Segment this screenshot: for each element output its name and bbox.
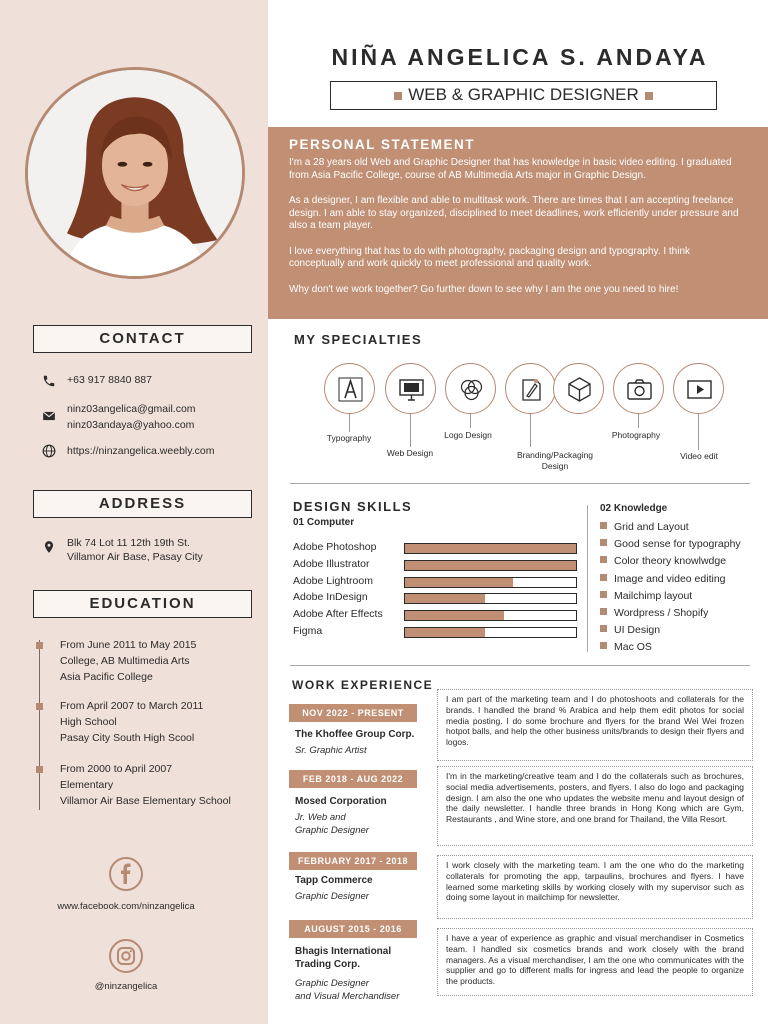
contact-email-yahoo[interactable]: ninz03andaya@yahoo.com — [67, 419, 195, 431]
skill-bar-fill — [405, 628, 485, 637]
skill-bar-fill — [405, 578, 513, 587]
skill-bar — [404, 577, 577, 588]
design-skills-heading: DESIGN SKILLS — [293, 499, 413, 514]
knowledge-item — [600, 538, 741, 550]
personal-statement — [268, 127, 768, 319]
connector-line — [470, 414, 471, 428]
statement-heading: PERSONAL STATEMENT — [289, 137, 476, 152]
email-icon — [42, 409, 56, 423]
job-date-badge: AUGUST 2015 - 2016 — [289, 920, 417, 938]
knowledge-label: Color theory knowlwdge — [614, 555, 727, 568]
skill-bar-fill — [405, 611, 504, 620]
timeline-marker — [36, 642, 43, 649]
vertical-divider — [587, 505, 588, 652]
timeline-marker — [36, 766, 43, 773]
education-period: From 2000 to April 2007 — [60, 763, 173, 775]
divider — [290, 665, 750, 666]
job-role: Graphic Designer — [295, 891, 369, 902]
branding-icon — [505, 363, 556, 414]
job-role: Graphic Designer — [295, 825, 369, 836]
specialty-label-web-design: Web Design — [386, 448, 434, 458]
job-company: Mosed Corporation — [295, 796, 387, 807]
knowledge-label: Image and video editing — [614, 572, 726, 585]
skill-bar — [404, 627, 577, 638]
contact-email-gmail[interactable]: ninz03angelica@gmail.com — [67, 403, 196, 415]
job-role: Graphic Designer — [295, 978, 369, 989]
education-period: From June 2011 to May 2015 — [60, 639, 197, 651]
bullet-square — [600, 556, 607, 563]
knowledge-item — [600, 641, 652, 653]
education-school: Asia Pacific College — [60, 671, 153, 683]
job-company-line-2: Trading Corp. — [295, 959, 360, 970]
bullet-square — [600, 608, 607, 615]
skill-bar-fill — [405, 544, 576, 553]
bullet-square — [600, 539, 607, 546]
bullet-square — [600, 625, 607, 632]
job-date-badge: FEBRUARY 2017 - 2018 — [289, 852, 417, 870]
knowledge-item — [600, 555, 726, 567]
skill-bar — [404, 593, 577, 604]
job-description: I work closely with the marketing team. I am the one who do the marketing collaterals for promoting the app, tarpaulins, brochures and flyers. I have learned some marketing skills by working closely with my supervisor such as doing some layout in mailchimp for newsletter. — [437, 855, 753, 919]
job-description: I am part of the marketing team and I do photoshoots and collaterals for the brands. I handled the brand % Arabica and help them edit photos for social media posting. I do some brochure and flyers for the brand Wei Wei frozen hotpot balls, and help the other business units/brands to design their flyers and logos. — [437, 689, 753, 761]
skill-name: Adobe Illustrator — [293, 557, 370, 570]
skill-bar — [404, 560, 577, 571]
contact-heading: CONTACT — [33, 325, 252, 353]
cube-icon — [553, 363, 604, 414]
education-degree: College, AB Multimedia Arts — [60, 655, 190, 667]
knowledge-label: Mac OS — [614, 641, 652, 654]
knowledge-item — [600, 573, 726, 585]
job-description: I'm in the marketing/creative team and I do the collaterals such as brochures, social media advertisements, posters, and flyers. I also do logo and packaging design. I am also the one who updates the website menu and layout design of the daily newsletter. I handle three brands in Hong Kong which are Gym, Restaurants , and Wine store, and one brand for Thailand, the Villa Resort. — [437, 766, 753, 846]
contact-website[interactable]: https://ninzangelica.weebly.com — [67, 445, 215, 457]
knowledge-label: Good sense for typography — [614, 538, 741, 551]
title-square-left — [394, 92, 402, 100]
knowledge-label: Grid and Layout — [614, 521, 689, 533]
statement-paragraph: As a designer, I am flexible and able to multitask work. There are times that I am accepting freelance design. I am able to stay organized, disciplined to meet deadlines, work efficiently under pressure and also a team player. — [289, 195, 739, 231]
video-icon — [673, 363, 724, 414]
job-date-badge: NOV 2022 - PRESENT — [289, 704, 417, 722]
monitor-icon — [385, 363, 436, 414]
job-company: Bhagis International — [295, 946, 392, 957]
portrait-illustration — [28, 70, 242, 276]
address-line-2: Villamor Air Base, Pasay City — [67, 551, 203, 563]
connector-line — [698, 414, 699, 450]
address-line-1: Blk 74 Lot 11 12th 19th St. — [67, 537, 190, 549]
job-role: and Visual Merchandiser — [295, 991, 400, 1002]
work-experience-heading: WORK EXPERIENCE — [292, 678, 434, 692]
bullet-square — [600, 574, 607, 581]
phone-icon — [42, 374, 56, 388]
instagram-icon[interactable] — [109, 939, 143, 973]
job-role: Sr. Graphic Artist — [295, 745, 367, 756]
instagram-handle[interactable]: @ninzangelica — [94, 981, 158, 992]
statement-paragraph: I'm a 28 years old Web and Graphic Designer that has knowledge in basic video editing. I graduated from Asia Pacific College, course of AB Multimedia Arts major in Graphic Design. — [289, 157, 732, 181]
timeline-marker — [36, 703, 43, 710]
knowledge-label: Mailchimp layout — [614, 589, 693, 602]
job-company: Tapp Commerce — [295, 875, 373, 886]
candidate-name: NIÑA ANGELICA S. ANDAYA — [331, 44, 709, 70]
knowledge-label: UI Design — [614, 624, 661, 637]
connector-line — [410, 414, 411, 447]
job-title-box — [330, 81, 717, 110]
statement-paragraph: Why don't we work together? Go further down to see why I am the one you need to hire! — [289, 283, 679, 295]
profile-photo — [25, 67, 245, 279]
skill-name: Adobe Lightroom — [293, 574, 373, 587]
knowledge-item — [600, 521, 689, 533]
logo-circles-icon — [445, 363, 496, 414]
camera-icon — [613, 363, 664, 414]
bullet-square — [600, 522, 607, 529]
statement-paragraph: I love everything that has to do with photography, packaging design and typography. I think conceptually and work quickly to meet professional and quality work. — [289, 245, 691, 269]
connector-line — [349, 414, 350, 432]
knowledge-item — [600, 624, 660, 636]
skill-name: Adobe Photoshop — [293, 541, 377, 553]
skill-name: Adobe InDesign — [293, 591, 368, 604]
connector-line — [530, 414, 531, 447]
skill-name: Figma — [293, 625, 323, 637]
skill-name: Adobe After Effects — [293, 608, 383, 621]
job-date-badge: FEB 2018 - AUG 2022 — [289, 770, 417, 788]
title-square-right — [645, 92, 653, 100]
specialty-label-video-edit: Video edit — [680, 451, 718, 461]
job-title: WEB & GRAPHIC DESIGNER — [408, 85, 639, 104]
typography-icon — [324, 363, 375, 414]
contact-phone[interactable]: +63 917 8840 887 — [67, 374, 152, 386]
bullet-square — [600, 591, 607, 598]
location-pin-icon — [42, 540, 56, 554]
knowledge-heading: 02 Knowledge — [600, 503, 668, 514]
divider — [290, 483, 750, 484]
education-period: From April 2007 to March 2011 — [60, 700, 204, 712]
facebook-icon[interactable] — [109, 857, 143, 891]
education-degree: Elementary — [60, 779, 114, 791]
skill-bar-fill — [405, 561, 576, 570]
bullet-square — [600, 642, 607, 649]
job-description: I have a year of experience as graphic and visual merchandiser in Cosmetics team. I handled six cosmetics brands and work closely with the brand managers. As a visual merchandiser, I am the one who communicates with the supplier and go to different malls for ingress and lead the people to organize the products. — [437, 928, 753, 996]
education-degree: High School — [60, 716, 117, 728]
facebook-url[interactable]: www.facebook.com/ninzangelica — [57, 901, 195, 912]
education-school: Pasay City South High Scool — [60, 732, 195, 744]
specialties-heading: MY SPECIALTIES — [294, 332, 423, 347]
knowledge-label: Wordpress / Shopify — [614, 607, 709, 619]
globe-icon — [42, 444, 56, 458]
education-school: Villamor Air Base Elementary School — [60, 795, 231, 807]
knowledge-item — [600, 607, 708, 619]
education-timeline — [39, 640, 40, 810]
specialty-label-logo-design: Logo Design — [444, 430, 492, 440]
job-company: The Khoffee Group Corp. — [295, 729, 415, 740]
specialty-label-branding: Branding/Packaging Design — [516, 450, 594, 471]
education-heading: EDUCATION — [33, 590, 252, 618]
job-role: Jr. Web and — [295, 812, 346, 823]
address-heading: ADDRESS — [33, 490, 252, 518]
skill-bar-fill — [405, 594, 485, 603]
specialty-label-typography: Typography — [326, 433, 372, 443]
skill-bar — [404, 610, 577, 621]
computer-skills-heading: 01 Computer — [293, 517, 355, 528]
knowledge-item — [600, 590, 692, 602]
skill-bar — [404, 543, 577, 554]
specialty-label-photography: Photography — [611, 430, 661, 440]
connector-line — [638, 414, 639, 428]
